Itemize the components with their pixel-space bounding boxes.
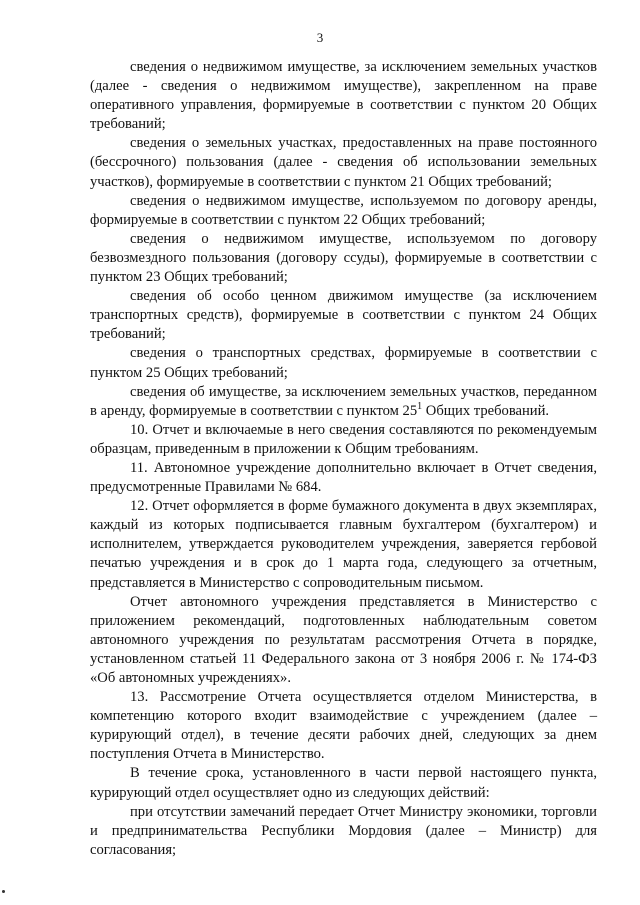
paragraph [90,383,597,421]
scan-mark [2,890,5,893]
paragraph: сведения о недвижимом имуществе, за исключением земельных участков (далее - сведения о недвижимом имуществе), закрепленном на праве оперативного управления, формируемые в соответствии с пунктом 20 Общих требований; [90,59,597,133]
paragraph-text: сведения об имуществе, за исключением земельных участков, переданном в аренду, формируемые в соответствии с пунктом 25 [90,383,597,419]
document-body [90,58,597,860]
paragraph: 10. Отчет и включаемые в него сведения составляются по рекомендуемым образцам, приведенным в приложении к Общим требованиям. [90,421,597,457]
superscript: 1 [417,400,423,412]
paragraph: В течение срока, установленного в части первой настоящего пункта, курирующий отдел осуществляет одно из следующих действий: [90,765,597,801]
page-number: 3 [316,30,324,45]
paragraph: 13. Рассмотрение Отчета осуществляется отделом Министерства, в компетенцию которого входит взаимодействие с учреждением (далее – курирующий отдел), в течение десяти рабочих дней, следующих за днем поступления Отчета в Министерство. [90,689,597,763]
paragraph: 11. Автономное учреждение дополнительно включает в Отчет сведения, предусмотренные Правилами № 684. [90,459,597,496]
paragraph: при отсутствии замечаний передает Отчет Министру экономики, торговли и предпринимательства Республики Мордовия (далее – Министр) для согласования; [90,803,597,858]
paragraph: сведения о транспортных средствах, формируемые в соответствии с пунктом 25 Общих требований; [90,345,597,381]
paragraph: 12. Отчет оформляется в форме бумажного документа в двух экземплярах, каждый из которых подписывается главным бухгалтером (бухгалтером) и исполнителем, утверждается руководителем учреждения, заверяется гербовой печатью учреждения и в срок до 1 марта года, следующего за отчетным, представляется в Министерство с сопроводительным письмом. [90,498,597,591]
paragraph-text: Общих требований. [422,402,550,419]
paragraph: сведения о земельных участках, предоставленных на праве постоянного (бессрочного) пользования (далее - сведения об использовании земельных участков), формируемые в соответствии с пунктом 21 Общих требований; [90,135,597,190]
paragraph: сведения о недвижимом имуществе, используемом по договору аренды, формируемые в соответствии с пунктом 22 Общих требований; [90,192,597,228]
paragraph: Отчет автономного учреждения представляется в Министерство с приложением рекомендаций, подготовленных наблюдательным советом автономного учреждения по результатам рассмотрения Отчета в порядке, установленном статьей 11 Федерального закона от 3 ноября 2006 г. № 174-ФЗ «Об автономных учреждениях». [90,593,597,686]
paragraph: сведения об особо ценном движимом имуществе (за исключением транспортных средств), формируемые в соответствии с пунктом 24 Общих требований; [90,288,597,343]
paragraph: сведения о недвижимом имуществе, используемом по договору безвозмездного пользования (договору ссуды), формируемые в соответствии с пунктом 23 Общих требований; [90,230,597,286]
